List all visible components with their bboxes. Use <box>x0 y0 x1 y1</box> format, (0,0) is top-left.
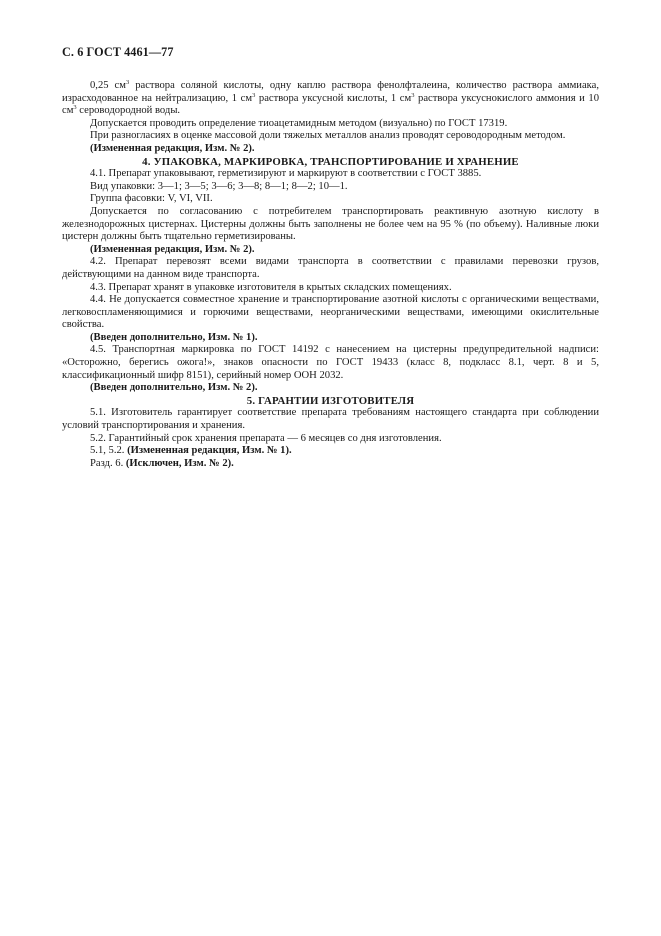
clauses-5-1-5-2-note: 5.1, 5.2. (Измененная редакция, Изм. № 1). <box>90 445 292 457</box>
section-5-title: 5. ГАРАНТИИ ИЗГОТОВИТЕЛЯ <box>246 394 415 407</box>
clause-4-4: 4.4. Не допускается совместное хранение и транспортирование азотной кислоты с органическими веществами, легковоспламеняющимися и горючими веществами, неорганическими веществами, имеющими окислительные свойства. <box>62 294 599 331</box>
intro-paragraph-2: Допускается проводить определение тиоацетамидным методом (визуально) по ГОСТ 17319. <box>90 117 508 129</box>
clause-5-1: 5.1. Изготовитель гарантирует соответствие препарата требованиям настоящего стандарта при соблюдении условий транспортирования и хранения. <box>62 407 599 432</box>
section-6-note: Разд. 6. (Исключен, Изм. № 2). <box>90 457 234 469</box>
amendment-note: (Измененная редакция, Изм. № 2). <box>90 243 255 255</box>
amendment-note: (Введен дополнительно, Изм. № 2). <box>90 382 258 394</box>
clause-4-1: 4.1. Препарат упаковывают, герметизируют и маркируют в соответствии с ГОСТ 3885. <box>90 168 482 180</box>
clause-4-3: 4.3. Препарат хранят в упаковке изготовителя в крытых складских помещениях. <box>90 281 452 293</box>
clause-5-2: 5.2. Гарантийный срок хранения препарата — 6 месяцев со дня изготовления. <box>90 432 442 444</box>
packing-group: Группа фасовки: V, VI, VII. <box>90 193 213 205</box>
tank-transport-paragraph: Допускается по согласованию с потребителем транспортировать реактивную азотную кислоту в железнодорожных цистернах. Цистерны должны быть заполнены не более чем на 95 % (по объему). Наливные люки цистерн должны быть тщательно герметизированы. <box>62 205 599 243</box>
intro-paragraph-3: При разногласиях в оценке массовой доли тяжелых металлов анализ проводят сероводородным методом. <box>90 130 566 142</box>
intro-paragraph-1: 0,25 $см^3$ раствора соляной кислоты, одну каплю раствора фенолфталеина, количество раствора аммиака, израсходованное на нейтрализацию, 1 $см^3$ раствора уксусной кислоты, 1 $см^3$ раствора уксуснокислого аммония и 10 $см^3$ сероводородной воды. <box>62 79 599 117</box>
page-header: С. 6 ГОСТ 4461—77 <box>62 45 174 59</box>
packaging-types: Вид упаковки: 3—1; 3—5; 3—6; 3—8; 8—1; 8—2; 10—1. <box>90 180 348 192</box>
amendment-note: (Введен дополнительно, Изм. № 1). <box>90 331 258 343</box>
document-body <box>62 80 599 470</box>
section-4-title: 4. УПАКОВКА, МАРКИРОВКА, ТРАНСПОРТИРОВАНИЕ И ХРАНЕНИЕ <box>142 155 519 168</box>
clause-4-2: 4.2. Препарат перевозят всеми видами транспорта в соответствии с правилами перевозки грузов, действующими на данном виде транспорта. <box>62 256 599 280</box>
amendment-note: (Измененная редакция, Изм. № 2). <box>90 142 255 154</box>
clause-4-5: 4.5. Транспортная маркировка по ГОСТ 14192 с нанесением на цистерны предупредительной надписи: «Осторожно, берегись ожога!», знаков опасности по ГОСТ 19433 (класс 8, подкласс 8.1, черт. 8 и 5, классификационный шифр 8151), серийный номер ООН 2032. <box>62 344 599 381</box>
